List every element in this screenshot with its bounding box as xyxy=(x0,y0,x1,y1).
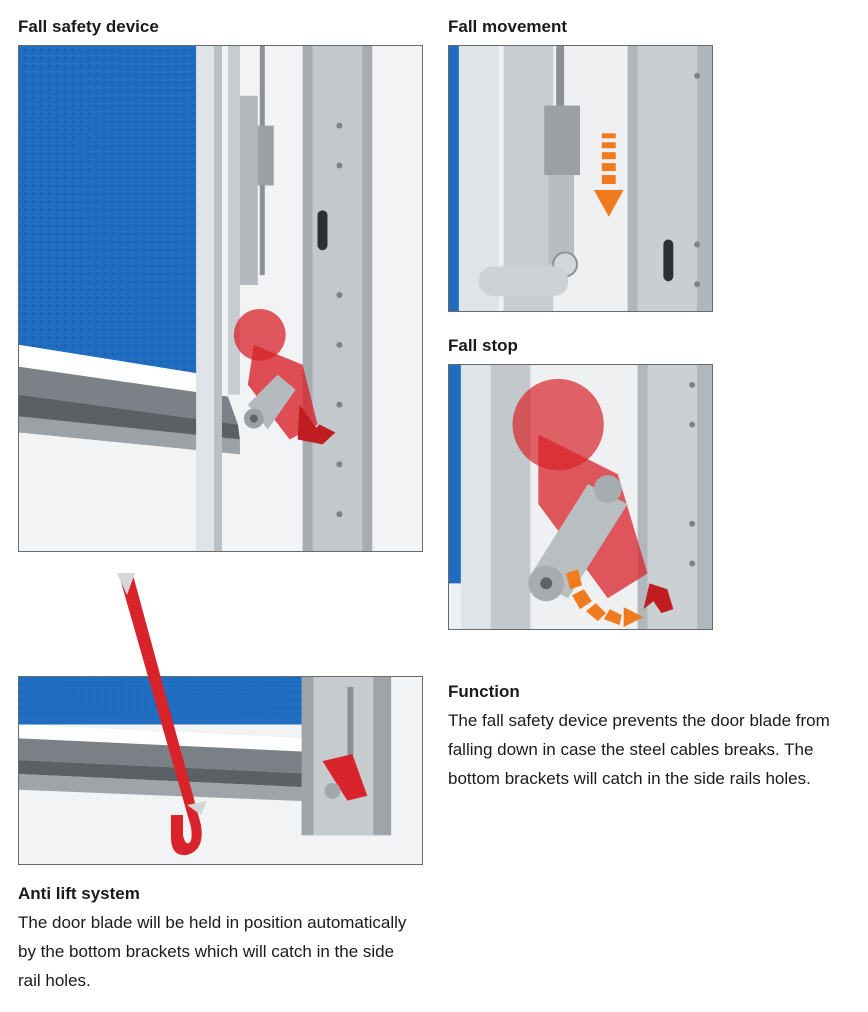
down-arrow-icon xyxy=(449,46,712,311)
hook-icon xyxy=(105,565,225,865)
function-title: Function xyxy=(448,682,520,701)
function-description: The fall safety device prevents the door blade from falling down in case the steel cables breaks. The bottom brackets will catch in the side rails holes. xyxy=(448,711,830,788)
fall-safety-device-title: Fall safety device xyxy=(18,17,159,36)
fall-movement-illustration xyxy=(448,45,713,312)
fall-stop-title: Fall stop xyxy=(448,336,518,355)
anti-lift-system-title: Anti lift system xyxy=(18,884,140,903)
fall-stop-illustration xyxy=(448,364,713,630)
fall-movement-title: Fall movement xyxy=(448,17,568,36)
rotation-arrow-icon xyxy=(449,365,712,629)
anti-lift-system-description: The door blade will be held in position automatically by the bottom brackets which will catch in the side rail holes. xyxy=(18,913,407,990)
fall-safety-device-illustration xyxy=(18,45,423,552)
